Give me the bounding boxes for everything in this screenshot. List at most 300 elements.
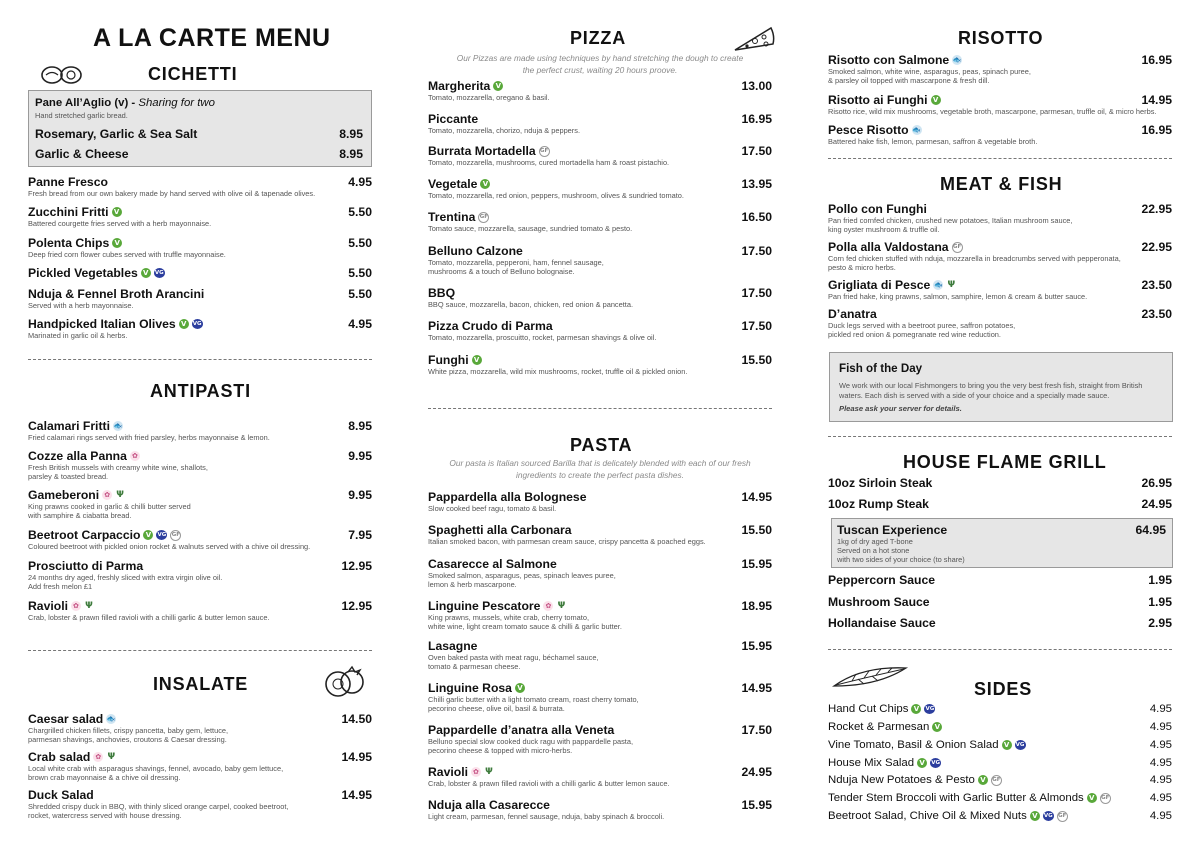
menu-item — [28, 419, 372, 442]
item-price: 4.95 — [348, 175, 372, 189]
menu-item — [428, 723, 772, 755]
grill-item — [828, 476, 1172, 490]
item-name: Piccante — [428, 112, 479, 126]
item-name-text: Zucchini Fritti — [28, 205, 109, 219]
item-price: 23.50 — [1141, 278, 1172, 292]
item-name — [28, 528, 372, 542]
item-price: 14.95 — [341, 788, 372, 802]
nut-icon: Ψ — [485, 767, 493, 777]
item-name — [828, 240, 1172, 254]
fish-of-the-day-text: We work with our local Fishmongers to bring you the very best fresh fish, straight from British waters. Each dish is served with a side of your choice and a specially made sauce. — [839, 381, 1143, 400]
item-name: Pappardella alla Bolognese — [428, 490, 587, 504]
item-desc: Italian smoked bacon, with parmesan cream sauce, crispy pancetta & poached eggs. — [428, 537, 706, 546]
menu-item — [428, 681, 772, 713]
item-name — [428, 599, 772, 613]
side-item — [828, 738, 1172, 752]
item-price: 24.95 — [1141, 497, 1172, 511]
vegetarian-icon: V — [179, 319, 189, 329]
shellfish-icon: ✿ — [130, 451, 140, 461]
item-price: 15.50 — [741, 523, 772, 537]
item-desc: Battered courgette fries served with a herb mayonnaise. — [28, 219, 212, 228]
menu-item — [428, 244, 772, 276]
item-name — [428, 353, 772, 367]
menu-item — [28, 317, 372, 340]
item-desc: Pan fried hake, king prawns, salmon, samphire, lemon & cream & butter sauce. — [828, 292, 1088, 301]
item-name — [28, 712, 372, 726]
item-desc: Battered hake fish, lemon, parmesan, saffron & vegetable broth. — [828, 137, 1038, 146]
vegan-icon: VG — [931, 760, 940, 766]
section-title-grill: HOUSE FLAME GRILL — [903, 452, 1107, 472]
section-divider — [428, 408, 772, 409]
item-name: Belluno Calzone — [428, 244, 523, 258]
item-desc: Corn fed chicken stuffed with nduja, mozzarella in breadcrumbs served with pepperonata, pesto & micro herbs. — [828, 254, 1121, 273]
item-desc: Light cream, parmesan, fennel sausage, nduja, baby spinach & broccoli. — [428, 812, 665, 821]
side-name: Tender Stem Broccoli with Garlic Butter & Almonds — [828, 792, 1084, 804]
item-price: 24.95 — [741, 765, 772, 779]
side-name: Nduja New Potatoes & Pesto — [828, 774, 975, 786]
item-name: D’anatra — [828, 307, 877, 321]
vegetarian-icon: V — [141, 268, 151, 278]
item-price: 15.95 — [741, 798, 772, 812]
item-name: Nduja alla Casarecce — [428, 798, 550, 812]
item-name-text: Caesar salad — [28, 712, 104, 726]
item-name — [28, 449, 372, 463]
item-desc: Oven baked pasta with meat ragu, béchamel sauce, tomato & parmesan cheese. — [428, 653, 599, 672]
vegetarian-icon: V — [1030, 811, 1040, 821]
pasta-intro: Our pasta is Italian sourced Barilla that is delicately blended with each of our fresh ingredients to create the perfect pasta dishes. — [449, 458, 751, 480]
item-name: Casarecce al Salmone — [428, 557, 557, 571]
item-desc: Deep fried corn flower cubes served with truffle mayonnaise. — [28, 250, 226, 259]
item-price: 14.95 — [741, 490, 772, 504]
side-name: Vine Tomato, Basil & Onion Salad — [828, 739, 999, 751]
vegetarian-icon: V — [515, 683, 525, 693]
menu-item — [428, 79, 772, 102]
fish-icon: 🐟 — [912, 126, 921, 134]
item-name — [428, 79, 772, 93]
tuscan-desc: 1kg of dry aged T-bone Served on a hot stone with two sides of your choice (to share) — [837, 537, 965, 564]
item-desc: Slow cooked beef ragu, tomato & basil. — [428, 504, 557, 513]
menu-item — [828, 123, 1172, 146]
item-desc: Served with a herb mayonnaise. — [28, 301, 134, 310]
menu-item — [28, 236, 372, 259]
option-price: 8.95 — [339, 147, 363, 161]
item-desc: Fried calamari rings served with fried parsley, herbs mayonnaise & lemon. — [28, 433, 270, 442]
fish-icon: 🐟 — [952, 56, 962, 64]
menu-item — [428, 798, 772, 821]
side-name: House Mix Salad — [828, 757, 915, 769]
sauce-item — [828, 616, 1172, 630]
side-item — [828, 809, 1172, 823]
item-desc: Tomato, mozzarella, oregano & basil. — [428, 93, 550, 102]
item-desc: BBQ sauce, mozzarella, bacon, chicken, red onion & pancetta. — [428, 300, 633, 309]
menu-item — [28, 287, 372, 310]
grill-item — [828, 497, 1172, 511]
sharing-note: Sharing for two — [138, 97, 215, 109]
nut-icon: Ψ — [947, 280, 956, 290]
vegetarian-icon: V — [917, 758, 927, 768]
item-price: 13.95 — [741, 177, 772, 191]
item-price: 14.95 — [741, 681, 772, 695]
section-title-antipasti: ANTIPASTI — [150, 381, 251, 401]
sauce-item — [828, 595, 1172, 609]
item-name — [28, 599, 372, 613]
item-name — [28, 750, 372, 764]
item-name-text: Linguine Pescatore — [428, 599, 541, 613]
item-desc: White pizza, mozzarella, wild mix mushrooms, rocket, truffle oil & pickled onion. — [428, 367, 688, 376]
vegetarian-icon: V — [143, 530, 153, 540]
item-price: 1.95 — [1148, 573, 1172, 587]
shellfish-icon: ✿ — [471, 767, 481, 777]
vegetarian-icon: V — [911, 704, 921, 714]
menu-item — [428, 112, 772, 135]
side-item — [828, 791, 1172, 805]
item-desc: Smoked salmon, white wine, asparagus, peas, spinach puree, & parsley oil topped with mascarpone & fresh dill. — [828, 67, 1031, 86]
tuscan-price: 64.95 — [1135, 523, 1166, 537]
item-name — [28, 317, 372, 331]
item-name — [828, 93, 1172, 107]
item-desc: Tomato, mozzarella, chorizo, nduja & peppers. — [428, 126, 580, 135]
item-name-text: Calamari Fritti — [28, 419, 110, 433]
item-desc: Risotto rice, wild mix mushrooms, vegetable broth, mascarpone, parmesan, truffle oil, & micro herbs. — [828, 107, 1157, 116]
item-desc: Fresh bread from our own bakery made by hand served with olive oil & tapenade olives. — [28, 189, 316, 198]
item-name: Lasagne — [428, 639, 478, 653]
menu-title: A LA CARTE MENU — [93, 24, 331, 52]
vegetarian-icon: V — [480, 179, 490, 189]
item-name-text: Ravioli — [28, 599, 68, 613]
item-name — [428, 144, 772, 158]
pizza-intro: Our Pizzas are made using techniques by hand stretching the dough to create the perfect crust, waiting 20 hours proove. — [456, 53, 744, 75]
item-name: Peppercorn Sauce — [828, 573, 936, 587]
nut-icon: Ψ — [557, 601, 566, 611]
item-name-text: Linguine Rosa — [428, 681, 512, 695]
vegetarian-icon: V — [472, 355, 482, 365]
item-price: 5.50 — [348, 287, 372, 301]
side-price: 4.95 — [1149, 721, 1172, 733]
option-name: Rosemary, Garlic & Sea Salt — [35, 127, 198, 141]
menu-item — [28, 712, 372, 744]
menu-item — [428, 210, 772, 233]
item-name: Pappardelle d’anatra alla Veneta — [428, 723, 615, 737]
menu-item — [428, 286, 772, 309]
item-name-text: Ravioli — [428, 765, 468, 779]
item-price: 8.95 — [348, 419, 372, 433]
section-title-risotto: RISOTTO — [958, 28, 1044, 48]
side-name: Beetroot Salad, Chive Oil & Mixed Nuts — [828, 810, 1027, 822]
vegan-icon: VG — [192, 321, 202, 327]
menu-item — [28, 750, 372, 782]
item-name-text: Risotto ai Funghi — [828, 93, 928, 107]
vegan-icon: VG — [925, 706, 935, 712]
item-price: 12.95 — [341, 599, 372, 613]
section-divider — [28, 359, 372, 360]
fish-of-the-day-title: Fish of the Day — [839, 362, 923, 375]
side-price: 4.95 — [1149, 792, 1172, 804]
item-price: 9.95 — [348, 488, 372, 502]
item-name: Mushroom Sauce — [828, 595, 930, 609]
gluten-free-icon: GF — [952, 242, 963, 253]
menu-item — [428, 639, 772, 671]
menu-item — [28, 599, 372, 622]
garlic-bread-header — [35, 97, 215, 110]
item-price: 13.00 — [741, 79, 772, 93]
vegetarian-icon: V — [1002, 740, 1012, 750]
item-price: 15.95 — [741, 557, 772, 571]
item-price: 17.50 — [741, 144, 772, 158]
garlic-bread-desc: Hand stretched garlic bread. — [35, 111, 128, 120]
menu-item — [28, 266, 372, 280]
item-name: Hollandaise Sauce — [828, 616, 936, 630]
vegan-icon: VG — [1015, 742, 1025, 748]
side-name: Hand Cut Chips — [828, 703, 909, 715]
section-divider — [828, 158, 1172, 159]
item-price: 16.95 — [1141, 53, 1172, 67]
section-title-pasta: PASTA — [570, 435, 633, 455]
menu-item — [428, 353, 772, 376]
item-name-text: Polla alla Valdostana — [828, 240, 949, 254]
item-desc: Shredded crispy duck in BBQ, with thinly sliced orange carpel, cooked beetroot, rocket, watercress served with house dressing. — [28, 802, 289, 821]
shellfish-icon: ✿ — [71, 601, 81, 611]
section-title-pizza: PIZZA — [570, 28, 626, 48]
item-name-text: Margherita — [428, 79, 491, 93]
item-price: 17.50 — [741, 244, 772, 258]
item-price: 14.95 — [341, 750, 372, 764]
item-price: 23.50 — [1141, 307, 1172, 321]
item-price: 5.50 — [348, 266, 372, 280]
item-price: 15.50 — [741, 353, 772, 367]
section-divider — [828, 436, 1172, 437]
side-price: 4.95 — [1149, 757, 1172, 769]
shellfish-icon: ✿ — [102, 490, 112, 500]
item-name-text: Beetroot Carpaccio — [28, 528, 141, 542]
item-name-text: Vegetale — [428, 177, 478, 191]
gluten-free-icon: GF — [1100, 793, 1111, 804]
fish-of-the-day-ask: Please ask your server for details. — [839, 404, 962, 413]
menu-item — [28, 175, 372, 198]
item-name — [428, 681, 772, 695]
gluten-free-icon: GF — [170, 530, 181, 541]
menu-item — [428, 144, 772, 167]
item-desc: Chilli garlic butter with a light tomato cream, roast cherry tomato, pecorino cheese, olive oil, basil & burrata. — [428, 695, 639, 714]
vegetarian-icon: V — [112, 207, 122, 217]
gluten-free-icon: GF — [1057, 811, 1068, 822]
item-name: 10oz Sirloin Steak — [828, 476, 933, 490]
sauce-item — [828, 573, 1172, 587]
tuscan-name: Tuscan Experience — [837, 523, 948, 537]
bread-rolls-icon — [40, 64, 84, 86]
item-price: 26.95 — [1141, 476, 1172, 490]
item-desc: 24 months dry aged, freshly sliced with extra virgin olive oil. Add fresh melon £1 — [28, 573, 223, 592]
menu-item — [828, 278, 1172, 301]
vegetarian-icon: V — [1087, 793, 1097, 803]
item-name — [828, 123, 1172, 137]
item-name: 10oz Rump Steak — [828, 497, 929, 511]
menu-item — [428, 177, 772, 200]
menu-item — [828, 240, 1172, 272]
section-title-sides: SIDES — [974, 679, 1033, 699]
item-name-text: Pesce Risotto — [828, 123, 909, 137]
fish-icon: 🐟 — [933, 281, 943, 289]
menu-item — [428, 599, 772, 631]
item-name: Pollo con Funghi — [828, 202, 927, 216]
item-desc: Smoked salmon, asparagus, peas, spinach leaves puree, lemon & herb mascarpone. — [428, 571, 616, 590]
item-price: 16.95 — [1141, 123, 1172, 137]
item-desc: Pan fried cornfed chicken, crushed new potatoes, Italian mushroom sauce, king oyster mushroom & truffle oil. — [828, 216, 1073, 235]
item-price: 1.95 — [1148, 595, 1172, 609]
side-item — [828, 756, 1172, 770]
item-name — [828, 53, 1172, 67]
item-name-text: Trentina — [428, 210, 476, 224]
section-title-meat-fish: MEAT & FISH — [940, 174, 1063, 194]
garlic-bread-title: Pane All’Aglio (v) - — [35, 97, 139, 109]
tuscan-experience-box — [831, 518, 1173, 568]
item-name: Panne Fresco — [28, 175, 108, 189]
side-price: 4.95 — [1149, 810, 1172, 822]
gluten-free-icon: GF — [478, 212, 489, 223]
menu-item — [828, 307, 1172, 339]
pizza-slice-icon — [733, 24, 775, 52]
section-title-cichetti: CICHETTI — [148, 64, 238, 84]
item-name — [28, 488, 372, 502]
fish-of-the-day-box — [829, 352, 1173, 422]
item-desc: King prawns, mussels, white crab, cherry tomato, white wine, light cream tomato sauce & chilli & garlic butter. — [428, 613, 622, 632]
menu-item — [28, 449, 372, 481]
item-price: 17.50 — [741, 319, 772, 333]
item-desc: Tomato, mozzarella, red onion, peppers, mushroom, olives & sundried tomato. — [428, 191, 684, 200]
menu-item — [828, 53, 1172, 85]
side-item — [828, 773, 1172, 787]
vegan-icon: VG — [154, 270, 164, 276]
item-name-text: Gameberoni — [28, 488, 100, 502]
side-item — [828, 720, 1172, 734]
item-desc: King prawns cooked in garlic & chilli butter served with samphire & ciabatta bread. — [28, 502, 191, 521]
garlic-bread-box — [28, 90, 372, 167]
vegetarian-icon: V — [493, 81, 503, 91]
item-name-text: Cozze alla Panna — [28, 449, 127, 463]
section-divider — [828, 649, 1172, 650]
item-name — [428, 210, 772, 224]
item-price: 18.95 — [741, 599, 772, 613]
menu-item — [428, 490, 772, 513]
column-left — [28, 0, 372, 848]
item-name — [828, 278, 1172, 292]
item-desc: Tomato, mozzarella, pepperoni, ham, fennel sausage, mushrooms & a touch of Belluno bolognaise. — [428, 258, 604, 277]
item-name: Prosciutto di Parma — [28, 559, 144, 573]
item-desc: Tomato, mozzarella, proscuitto, rocket, parmesan shavings & olive oil. — [428, 333, 657, 342]
item-name-text: Polenta Chips — [28, 236, 110, 250]
nut-icon: Ψ — [85, 601, 93, 611]
garlic-bread-option — [35, 127, 363, 141]
vegetarian-icon: V — [112, 238, 122, 248]
nut-icon: Ψ — [107, 752, 116, 762]
item-name-text: Burrata Mortadella — [428, 144, 536, 158]
tomato-icon — [323, 664, 365, 698]
item-name-text: Funghi — [428, 353, 469, 367]
item-name: Pizza Crudo di Parma — [428, 319, 553, 333]
item-price: 17.50 — [741, 723, 772, 737]
item-desc: Chargrilled chicken fillets, crispy pancetta, baby gem, lettuce, parmesan shavings, anchovies, croutons & Caesar dressing. — [28, 726, 229, 745]
item-name-text: Crab salad — [28, 750, 91, 764]
vegan-icon: VG — [157, 532, 167, 538]
shellfish-icon: ✿ — [93, 752, 103, 762]
item-price: 22.95 — [1141, 202, 1172, 216]
item-name — [28, 236, 372, 250]
item-desc: Coloured beetroot with pickled onion rocket & walnuts served with a chive oil dressing. — [28, 542, 311, 551]
item-desc: Belluno special slow cooked duck ragu with pappardelle pasta, pecorino cheese & topped with micro-herbs. — [428, 737, 634, 756]
item-name: Nduja & Fennel Broth Arancini — [28, 287, 205, 301]
side-name: Rocket & Parmesan — [828, 721, 930, 733]
item-desc: Tomato sauce, mozzarella, sausage, sundried tomato & pesto. — [428, 224, 633, 233]
item-name — [28, 266, 372, 280]
item-name: Duck Salad — [28, 788, 94, 802]
menu-item — [828, 93, 1172, 116]
menu-item — [428, 557, 772, 589]
menu-item — [428, 765, 772, 788]
item-desc: Crab, lobster & prawn filled ravioli with a chilli garlic & butter lemon sauce. — [428, 779, 670, 788]
item-name: Spaghetti alla Carbonara — [428, 523, 572, 537]
item-desc: Duck legs served with a beetroot puree, saffron potatoes, pickled red onion & pomegranate red wine reduction. — [828, 321, 1016, 340]
menu-item — [28, 788, 372, 820]
item-name: BBQ — [428, 286, 456, 300]
option-name: Garlic & Cheese — [35, 147, 129, 161]
vegan-icon: VG — [1043, 813, 1053, 819]
side-price: 4.95 — [1149, 739, 1172, 751]
item-desc: Marinated in garlic oil & herbs. — [28, 331, 128, 340]
menu-item — [28, 205, 372, 228]
menu-item — [828, 202, 1172, 234]
column-right — [828, 0, 1172, 848]
fish-icon: 🐟 — [113, 422, 123, 430]
item-name-text: Risotto con Salmone — [828, 53, 950, 67]
item-price: 5.50 — [348, 205, 372, 219]
item-name-text: Grigliata di Pesce — [828, 278, 931, 292]
item-name — [428, 765, 772, 779]
gluten-free-icon: GF — [539, 146, 550, 157]
vegetarian-icon: V — [931, 95, 941, 105]
herb-leaf-icon — [832, 664, 910, 690]
item-name — [428, 177, 772, 191]
vegetarian-icon: V — [978, 775, 988, 785]
garlic-bread-option — [35, 147, 363, 161]
option-price: 8.95 — [339, 127, 363, 141]
item-price: 14.50 — [341, 712, 372, 726]
item-price: 14.95 — [1141, 93, 1172, 107]
item-price: 9.95 — [348, 449, 372, 463]
item-desc: Local white crab with asparagus shavings, fennel, avocado, baby gem lettuce, brown crab mayonnaise & a chive oil dressing. — [28, 764, 284, 783]
item-name — [28, 419, 372, 433]
fish-icon: 🐟 — [106, 715, 116, 723]
item-price: 12.95 — [341, 559, 372, 573]
menu-item — [428, 523, 772, 546]
section-title-insalate: INSALATE — [153, 674, 249, 694]
nut-icon: Ψ — [116, 490, 124, 500]
side-price: 4.95 — [1149, 703, 1172, 715]
menu-item — [28, 559, 372, 591]
item-price: 16.50 — [741, 210, 772, 224]
column-middle — [428, 0, 772, 848]
item-desc: Tomato, mozzarella, mushrooms, cured mortadella ham & roast pistachio. — [428, 158, 670, 167]
gluten-free-icon: GF — [991, 775, 1002, 786]
menu-item — [28, 528, 372, 551]
item-price: 7.95 — [348, 528, 372, 542]
shellfish-icon: ✿ — [543, 601, 553, 611]
item-name-text: Pickled Vegetables — [28, 266, 138, 280]
section-divider — [28, 650, 372, 651]
side-price: 4.95 — [1149, 774, 1172, 786]
item-price: 15.95 — [741, 639, 772, 653]
item-price: 22.95 — [1141, 240, 1172, 254]
item-price: 2.95 — [1148, 616, 1172, 630]
item-desc: Crab, lobster & prawn filled ravioli with a chilli garlic & butter lemon sauce. — [28, 613, 270, 622]
